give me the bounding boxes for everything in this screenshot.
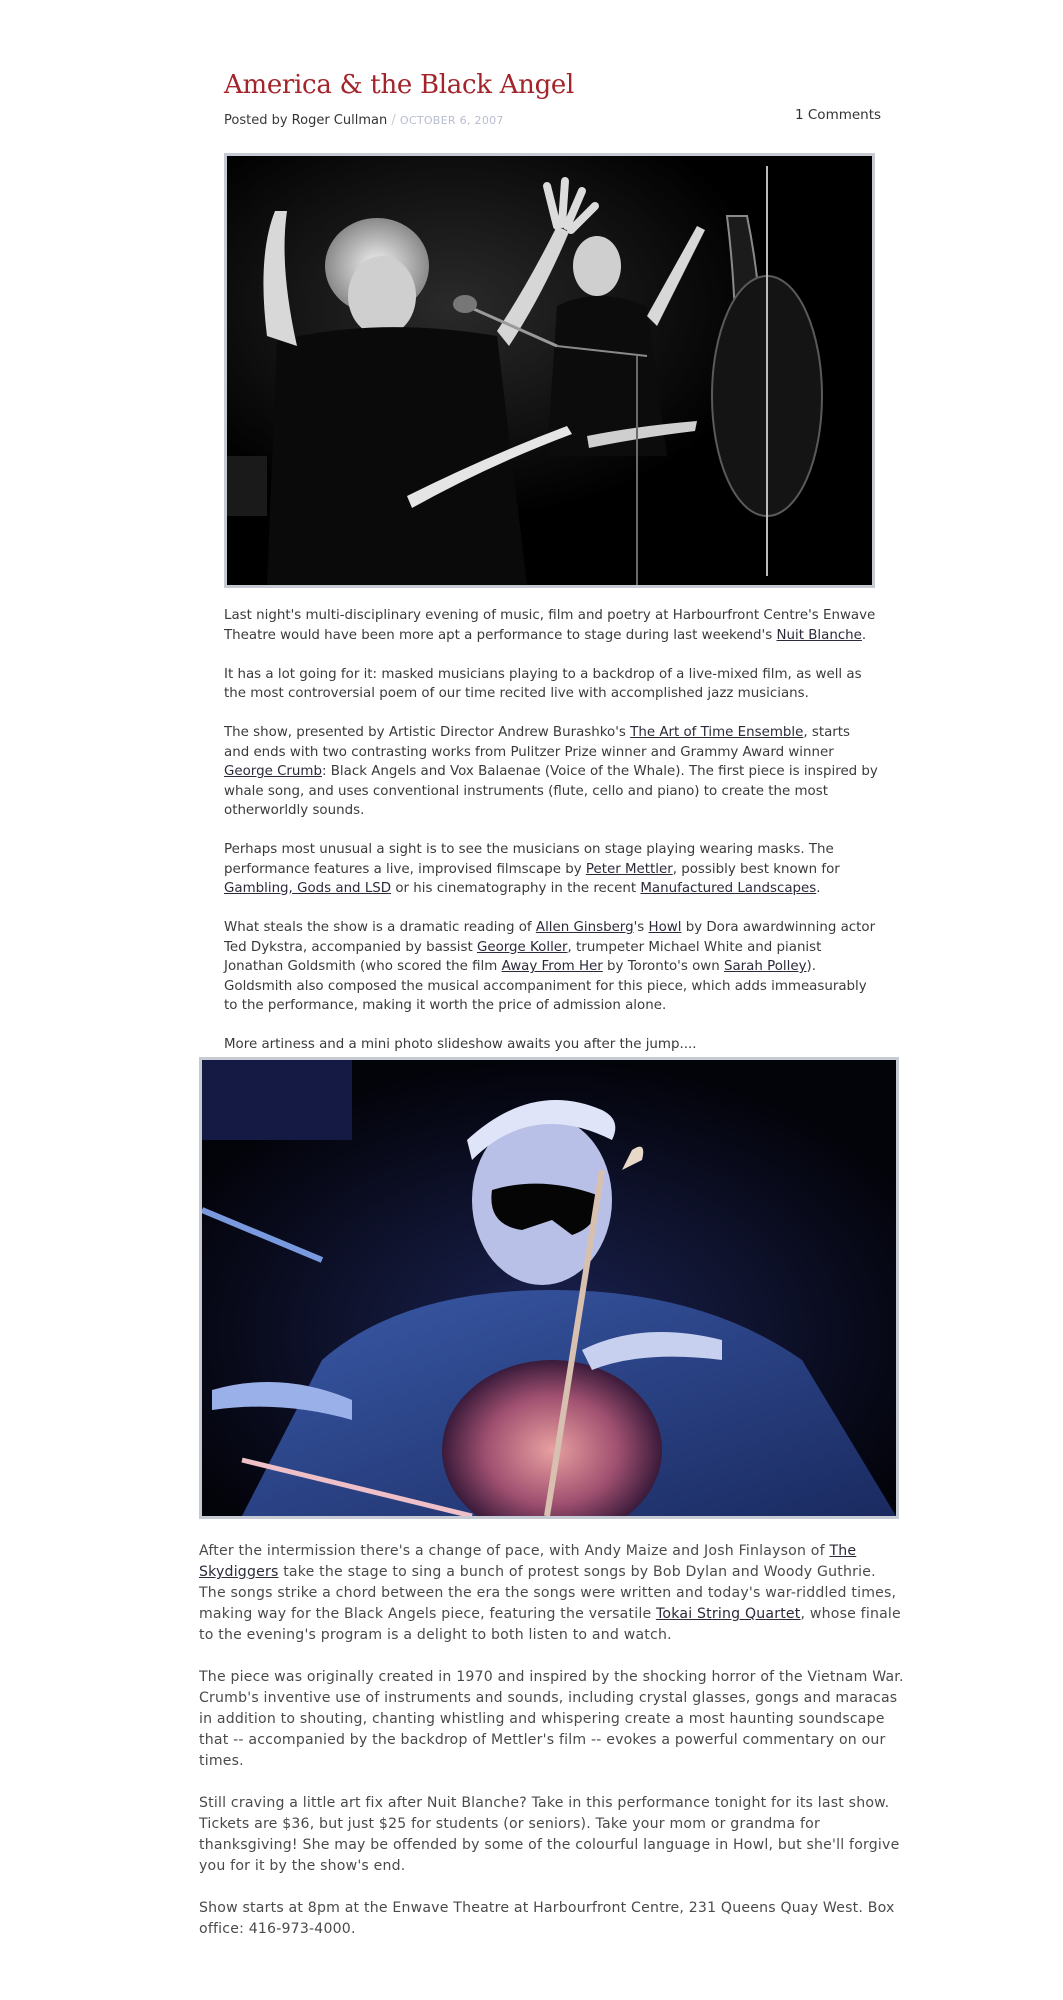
inline-link[interactable]: Tokai String Quartet	[656, 1606, 801, 1622]
text-run: , trumpeter Michael White and pianist Jonathan Goldsmith (who scored the film	[224, 939, 822, 974]
cellist-photo[interactable]	[199, 1057, 899, 1519]
text-run: The piece was originally created in 1970 and inspired by the shocking horror of the Vietnam War. Crumb's inventive use of instruments and sounds, including crystal glasses, gongs and maracas in addition to shouting, chanting whistling and whispering create a most haunting soundscape that -- accompanied by the backdrop of Mettler's film -- evokes a powerful commentary on our times.	[199, 1669, 904, 1769]
inline-link[interactable]: Sarah Polley	[723, 959, 807, 974]
inline-link[interactable]: Nuit Blanche	[776, 627, 862, 643]
text-run: or his cinematography in the recent	[391, 881, 641, 896]
text-run: .	[816, 881, 821, 896]
inline-link[interactable]: George Koller	[476, 939, 568, 955]
post-byline	[224, 113, 504, 128]
inline-link[interactable]: Allen Ginsberg	[535, 920, 634, 935]
text-run: , whose finale to the evening's program is a delight to both listen to and watch.	[199, 1606, 901, 1643]
paragraph	[224, 606, 879, 645]
text-run: The show, presented by Artistic Director Andrew Burashko's	[224, 725, 631, 740]
author-name[interactable]: Roger Cullman	[291, 113, 388, 128]
inline-link[interactable]: Gambling, Gods and LSD	[224, 881, 392, 896]
post-title[interactable]: America & the Black Angel	[224, 70, 575, 100]
inline-link[interactable]: Away From Her	[501, 959, 603, 974]
inline-link[interactable]: George Crumb	[224, 764, 322, 779]
text-run: by Dora awardwinning actor Ted Dykstra, accompanied by bassist	[224, 920, 876, 955]
article-body-bottom	[199, 1541, 904, 1961]
concert-photo-bw[interactable]	[224, 153, 875, 588]
text-run: , starts and ends with two contrasting works from Pulitzer Prize winner and Grammy Award winner	[224, 725, 851, 760]
text-run: Last night's multi-disciplinary evening of music, film and poetry at Harbourfront Centre's Enwave Theatre would have been more apt a performance to stage during last weekend's	[224, 608, 876, 643]
paragraph	[224, 840, 879, 899]
posted-by-label: Posted by	[224, 113, 288, 128]
text-run: .	[861, 627, 867, 643]
inline-link[interactable]: Manufactured Landscapes	[640, 881, 817, 896]
text-run: After the intermission there's a change of pace, with Andy Maize and Josh Finlayson of	[199, 1543, 830, 1559]
paragraph	[224, 665, 879, 704]
byline-separator: /	[391, 113, 396, 128]
comments-link[interactable]: 1 Comments	[795, 107, 882, 123]
cellist-photo-art	[202, 1060, 896, 1516]
inline-link[interactable]: Howl	[648, 920, 682, 935]
text-run: , possibly best known for	[672, 861, 840, 877]
article-body-top	[224, 606, 879, 1074]
text-run: Perhaps most unusual a sight is to see the musicians on stage playing wearing masks. The performance features a live, improvised filmscape by	[224, 842, 834, 877]
paragraph	[199, 1898, 904, 1940]
text-run: take the stage to sing a bunch of protest songs by Bob Dylan and Woody Guthrie. The songs strike a chord between the era the songs were written and today's war-riddled times, making way for the Black Angels piece, featuring the versatile	[199, 1564, 897, 1622]
text-run: It has a lot going for it: masked musicians playing to a backdrop of a live-mixed film, as well as the most controversial poem of our time recited live with accomplished jazz musicians.	[224, 666, 862, 701]
text-run: More artiness and a mini photo slideshow awaits you after the jump....	[224, 1037, 697, 1052]
text-run: : Black Angels and Vox Balaenae (Voice of the Whale). The first piece is inspired by whale song, and uses conventional instruments (flute, cello and piano) to create the most otherworldly sounds.	[224, 764, 878, 818]
text-run: ). Goldsmith also composed the musical accompaniment for this piece, which adds immeasurably to the performance, making it worth the price of admission alone.	[224, 959, 867, 1013]
inline-link[interactable]: The Skydiggers	[199, 1543, 857, 1580]
post-date: OCTOBER 6, 2007	[399, 114, 504, 127]
text-run: 's	[633, 920, 649, 935]
paragraph	[224, 723, 879, 821]
text-run: Show starts at 8pm at the Enwave Theatre at Harbourfront Centre, 231 Queens Quay West. Box office: 416-973-4000.	[199, 1900, 895, 1937]
text-run: by Toronto's own	[602, 959, 724, 974]
paragraph	[199, 1793, 904, 1877]
text-run: What steals the show is a dramatic reading of	[224, 920, 536, 935]
paragraph	[224, 1035, 879, 1055]
paragraph	[199, 1541, 904, 1646]
concert-photo-bw-art	[227, 156, 872, 585]
text-run: Still craving a little art fix after Nuit Blanche? Take in this performance tonight for its last show. Tickets are $36, but just $25 for students (or seniors). Take your mom or grandma for thanksgiving! She may be offended by some of the colourful language in Howl, but she'll forgive you for it by the show's end.	[199, 1795, 900, 1874]
paragraph	[199, 1667, 904, 1772]
inline-link[interactable]: Peter Mettler	[585, 861, 673, 877]
inline-link[interactable]: The Art of Time Ensemble	[630, 725, 804, 740]
paragraph	[224, 918, 879, 1016]
